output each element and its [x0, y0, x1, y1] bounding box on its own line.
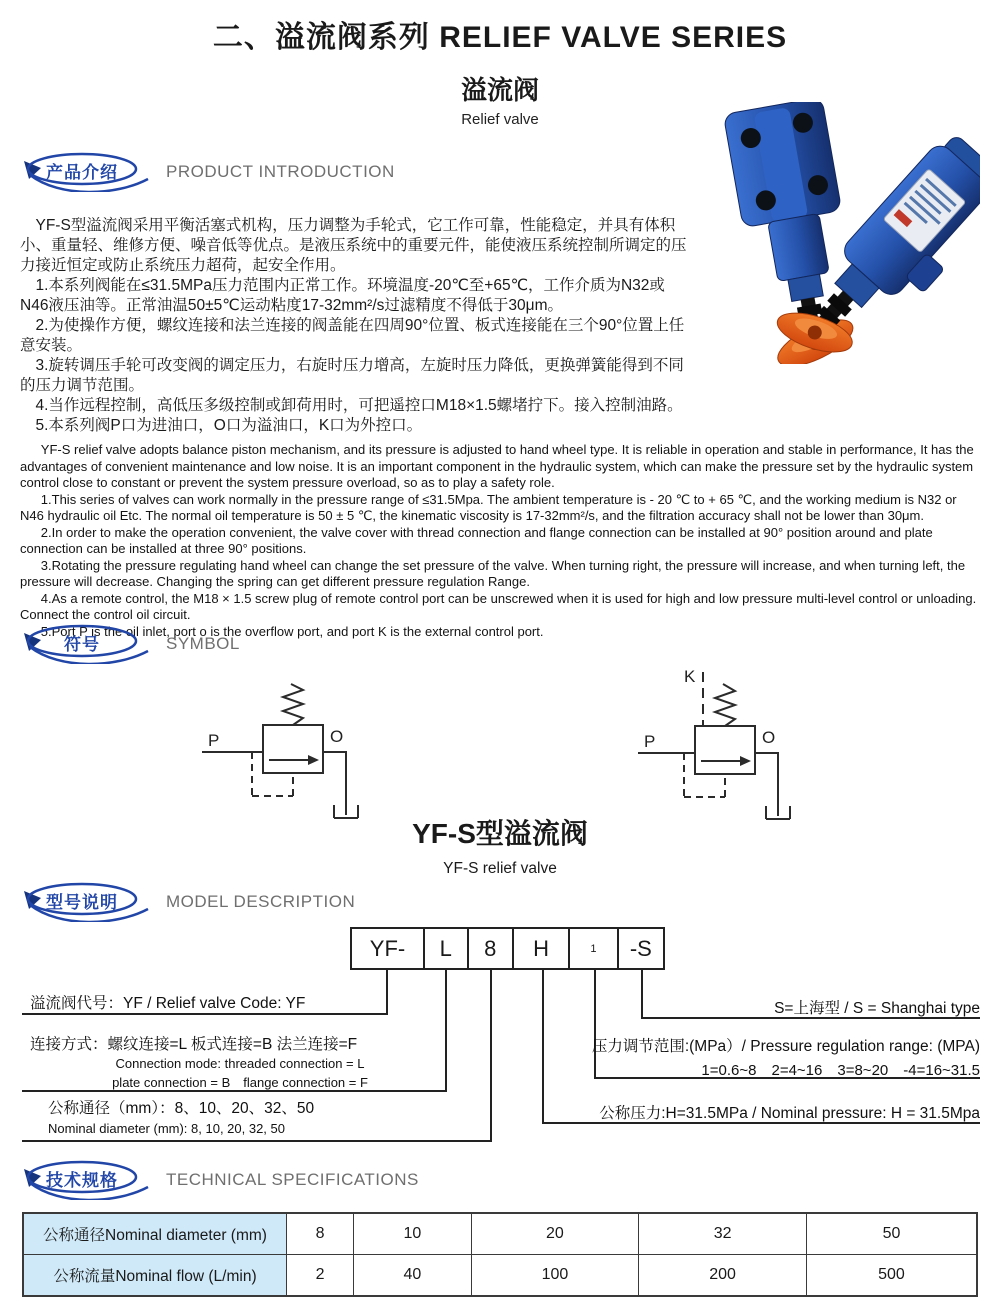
label-nominal-pressure: 公称压力:H=31.5MPa / Nominal pressure: H = 31.5Mpa	[599, 1105, 980, 1122]
model-badge	[20, 882, 152, 922]
model-badge-label: 型号说明	[46, 893, 118, 912]
intro-en-p3: 2.In order to make the operation convenient, the valve cover with thread connection and flange connection can be installed at 90° position around and plate connection can be installed at three 90° positions.	[20, 524, 933, 556]
diameter-value: 8	[287, 1213, 354, 1255]
connector-line	[490, 970, 492, 1140]
diameter-value: 20	[471, 1213, 639, 1255]
relief-valve-symbol-internal	[170, 668, 400, 833]
model-code-box	[350, 927, 665, 970]
label-connection-mode	[30, 1032, 450, 1091]
intro-en-p5: 4.As a remote control, the M18 × 1.5 screw plug of remote control port can be unscrewed when it is used for high and low pressure multi-level control or unloading. Connect the control oil circuit.	[20, 590, 977, 622]
specs-badge	[20, 1160, 152, 1200]
model-code-diagram	[0, 922, 1000, 1164]
connector-line	[386, 970, 388, 1013]
label-pressure-range-values: 1=0.6~8 2=4~16 3=8~20 -4=16~31.5	[701, 1062, 980, 1079]
relief-valve-symbol-external	[618, 664, 848, 834]
connector-line	[22, 1013, 388, 1015]
model-section	[0, 882, 1000, 1164]
page-subtitle-en: Relief valve	[461, 111, 539, 128]
port-label-o: O	[330, 727, 344, 746]
flow-value: 200	[639, 1255, 807, 1297]
flow-value: 500	[806, 1255, 977, 1297]
code-cell-type: -S	[629, 935, 652, 961]
intro-cn-p2: 1.本系列阀能在≤31.5MPa压力范围内正常工作。环境温度-20℃至+65℃，工作介质为N32或N46液压油等。正常油温50±5℃运动粘度17-32mm²/s过滤精度不得低于30μm。	[20, 277, 665, 314]
flow-value: 2	[287, 1255, 354, 1297]
code-cell-yf: YF-	[352, 929, 425, 968]
code-cell-range: 1	[570, 929, 618, 968]
intro-badge-label: 产品介绍	[46, 163, 118, 182]
product-title-block	[0, 812, 1000, 878]
label-connection-en1: Connection mode: threaded connection = L	[115, 1056, 365, 1071]
diameter-value: 10	[354, 1213, 471, 1255]
connector-line	[641, 970, 643, 1017]
section-header-technical-specifications	[0, 1160, 1000, 1200]
product-title-en: YF-S relief valve	[443, 860, 557, 877]
section-header-model-description	[0, 882, 1000, 922]
port-label-o: O	[762, 728, 776, 747]
label-valve-code: 溢流阀代号：YF / Relief valve Code: YF	[30, 995, 306, 1012]
label-shanghai-type: S=上海型 / S = Shanghai type	[774, 1000, 980, 1017]
connector-line	[22, 1140, 492, 1142]
page-subtitle-cn: 溢流阀	[460, 75, 539, 105]
intro-en-p4: 3.Rotating the pressure regulating hand wheel can change the set pressure of the valve. When turning right, the pressure will increase, and when turning left, the pressure will decrease. Changing the spring can get different pressure regulation Range.	[20, 557, 966, 589]
label-diameter-cn: 公称通径（mm）：8、10、20、32、50	[48, 1100, 315, 1117]
row-header-diameter: 公称通径Nominal diameter (mm)	[23, 1213, 287, 1255]
diameter-value: 50	[806, 1213, 977, 1255]
symbol-badge	[20, 624, 152, 664]
diameter-value: 32	[639, 1213, 807, 1255]
specs-badge-label: 技术规格	[46, 1171, 118, 1190]
intro-cn-p3: 2.为使操作方便，螺纹连接和法兰连接的阀盖能在四周90°位置、板式连接能在三个90°位置上任意安装。	[20, 317, 685, 354]
row-header-flow: 公称流量Nominal flow (L/min)	[23, 1255, 287, 1297]
symbol-section	[0, 624, 1000, 836]
intro-cn-p1: YF-S型溢流阀采用平衡活塞式机构，压力调整为手轮式，它工作可靠，性能稳定，并具有体积小、重量轻、维修方便、噪音低等优点。是液压系统中的重要元件，能使液压系统控制所调定的压力接近恒定或防止系统压力超荷，起安全作用。	[20, 217, 687, 274]
spec-table	[22, 1212, 978, 1297]
intro-cn-p4: 3.旋转调压手轮可改变阀的调定压力，右旋时压力增高，左旋时压力降低，更换弹簧能得到不同的压力调节范围。	[20, 357, 684, 394]
page-title: 二、溢流阀系列 RELIEF VALVE SERIES	[212, 21, 788, 54]
label-connection-cn: 连接方式：螺纹连接=L 板式连接=B 法兰连接=F	[30, 1036, 358, 1053]
port-label-k: K	[684, 667, 696, 686]
intro-badge	[20, 152, 152, 192]
specs-badge-label-en: TECHNICAL SPECIFICATIONS	[166, 1170, 419, 1189]
intro-section	[0, 216, 1000, 640]
intro-paragraphs-en	[20, 442, 980, 640]
intro-badge-label-en: PRODUCT INTRODUCTION	[166, 162, 395, 181]
port-label-p: P	[208, 731, 220, 750]
table-row-nominal-diameter	[23, 1213, 977, 1255]
model-badge-label-en: MODEL DESCRIPTION	[166, 892, 356, 911]
label-pressure-range	[592, 1034, 980, 1080]
intro-en-p2: 1.This series of valves can work normally in the pressure range of ≤31.5Mpa. The ambient temperature is - 20 ℃ to + 65 ℃, and the working medium is N32 or N46 hydraulic oil Etc. The normal oil temperature is 50 ± 5 ℃, the kinematic viscosity is 17-32mm²/s, and the filtration accuracy shall not be lower than 30μm.	[20, 491, 957, 523]
product-photo	[698, 160, 980, 360]
product-title-cn: YF-S型溢流阀	[412, 818, 588, 849]
label-pressure-range-cn: 压力调节范围:(MPa）/ Pressure regulation range: (MPA)	[591, 1038, 980, 1055]
label-nominal-diameter	[48, 1096, 314, 1136]
section-header-symbol	[0, 624, 1000, 664]
port-label-p: P	[644, 732, 656, 751]
intro-cn-p5: 4.当作远程控制，高低压多级控制或卸荷用时，可把遥控口M18×1.5螺堵拧下。接入控制油路。	[35, 397, 683, 414]
intro-en-p6: 5.Port P is the oil inlet, port o is the overflow port, and port K is the external control port.	[40, 623, 544, 639]
code-cell-connection: L	[425, 929, 468, 968]
connector-line	[542, 970, 544, 1122]
symbol-badge-label-en: SYMBOL	[166, 634, 240, 653]
code-cell-pressure: H	[514, 929, 570, 968]
flow-value: 40	[354, 1255, 471, 1297]
code-cell-diameter: 8	[469, 929, 514, 968]
specs-section	[0, 1160, 1000, 1297]
intro-en-p1: YF-S relief valve adopts balance piston mechanism, and its pressure is adjusted to hand wheel type. It is reliable in operation and stable in performance, It has the advantages of convenient maintenance and low noise. It is an important component in the hydraulic system, which can make the pressure set by the hydraulic system control close to constant or prevent the system pressure overload, so as to play a safety role.	[20, 442, 974, 490]
relief-valve-photo-illustration	[698, 102, 980, 364]
intro-cn-p6: 5.本系列阀P口为进油口，O口为溢油口，K口为外控口。	[35, 417, 423, 434]
symbol-badge-label: 符号	[64, 635, 100, 654]
symbol-canvas	[0, 664, 1000, 836]
label-diameter-en: Nominal diameter (mm): 8, 10, 20, 32, 50	[48, 1121, 285, 1136]
flow-value: 100	[471, 1255, 639, 1297]
label-connection-en2: plate connection = B flange connection = F	[112, 1075, 368, 1090]
